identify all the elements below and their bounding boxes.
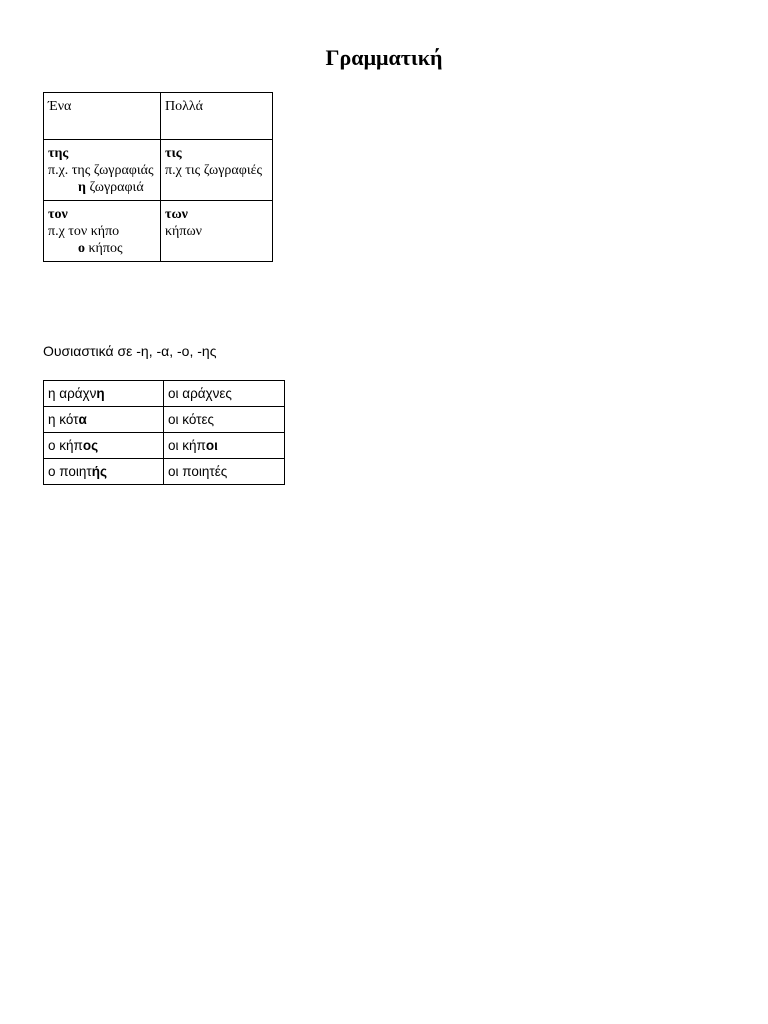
section-heading: Ουσιαστικά σε -η, -α, -ο, -ης (43, 343, 217, 359)
base-article: ο (78, 241, 85, 256)
table-cell (44, 201, 161, 262)
singular-ending: ής (91, 464, 108, 479)
table-cell (161, 201, 273, 262)
plural-ending: οι (205, 438, 218, 453)
singular-cell (44, 381, 164, 407)
plural-stem: οι κότες (168, 412, 215, 427)
singular-stem: ο ποιητ (48, 464, 92, 479)
plural-cell (164, 381, 285, 407)
singular-cell (44, 433, 164, 459)
table-row (44, 140, 273, 201)
plural-cell (164, 459, 285, 485)
singular-stem: η κότ (48, 412, 79, 427)
table-cell (44, 140, 161, 201)
header-cell-one (44, 93, 161, 140)
singular-cell (44, 459, 164, 485)
article-label: των (165, 207, 188, 222)
plural-stem: οι κήπ (168, 438, 206, 453)
article-label: της (48, 146, 69, 161)
table-row (44, 381, 285, 407)
nouns-table (43, 380, 285, 485)
singular-ending: η (96, 386, 105, 401)
plural-cell (164, 407, 285, 433)
example-text: π.χ. της ζωγραφιάς (48, 163, 154, 178)
singular-cell (44, 407, 164, 433)
articles-table (43, 92, 273, 262)
example-text: π.χ τον κήπο (48, 224, 120, 239)
plural-cell (164, 433, 285, 459)
base-word: κήπος (85, 241, 123, 256)
plural-stem: οι αράχνες (168, 386, 232, 401)
singular-ending: α (78, 412, 87, 427)
table-row (44, 433, 285, 459)
base-form (48, 179, 156, 196)
singular-ending: ος (82, 438, 99, 453)
table-header-row (44, 93, 273, 140)
header-many-label: Πολλά (165, 99, 204, 114)
article-label: τις (165, 146, 182, 161)
header-one-label: Ένα (48, 99, 72, 114)
example-text: κήπων (165, 224, 202, 239)
table-row (44, 459, 285, 485)
singular-stem: ο κήπ (48, 438, 83, 453)
plural-stem: οι ποιητές (168, 464, 228, 479)
page-title: Γραμματική (325, 45, 443, 70)
singular-stem: η αράχν (48, 386, 97, 401)
article-label: τον (48, 207, 68, 222)
table-cell (161, 140, 273, 201)
table-row (44, 407, 285, 433)
header-cell-many (161, 93, 273, 140)
example-text: π.χ τις ζωγραφιές (165, 163, 263, 178)
base-article: η (78, 180, 86, 195)
base-word: ζωγραφιά (85, 180, 144, 195)
table-row (44, 201, 273, 262)
base-form (48, 240, 156, 257)
